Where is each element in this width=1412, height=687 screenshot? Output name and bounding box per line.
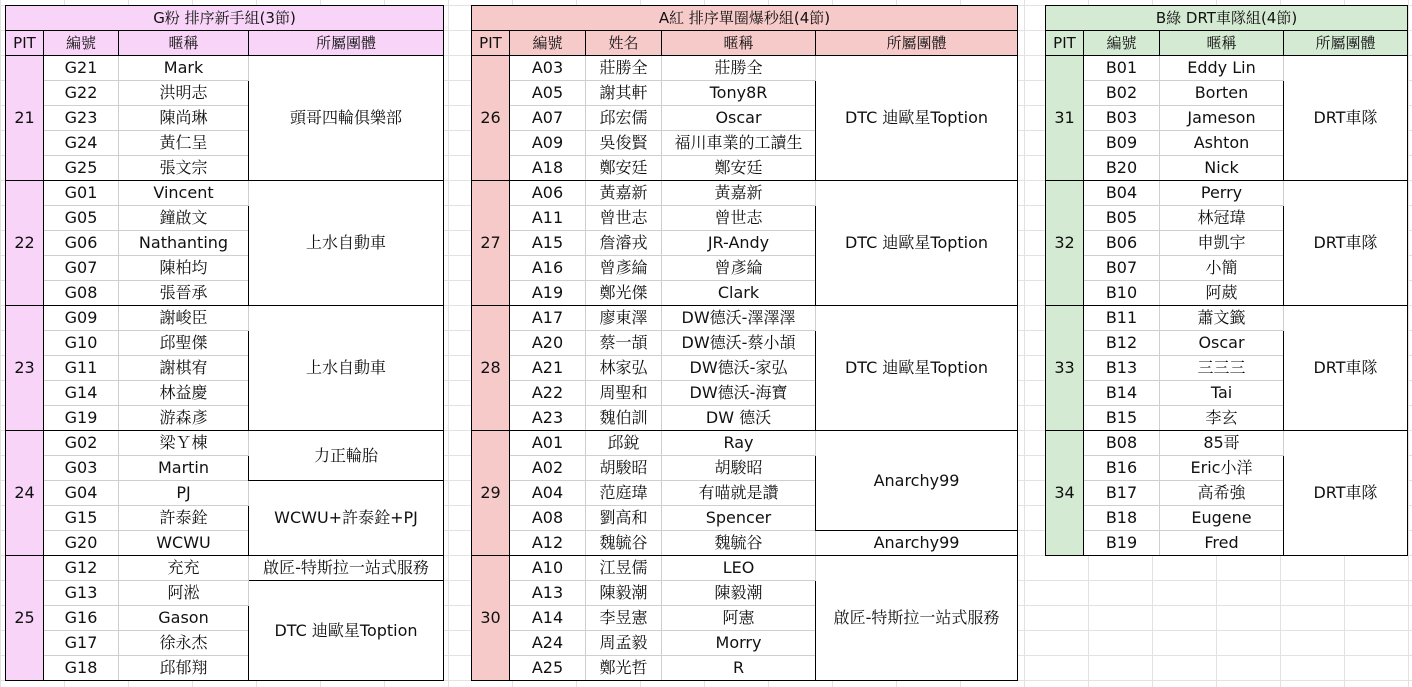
data-cell[interactable]: 鄭光哲	[586, 656, 662, 681]
table-row	[6, 431, 444, 456]
pit-cell[interactable]: 23	[6, 306, 44, 431]
data-cell[interactable]: Morry	[662, 631, 816, 656]
team-cell[interactable]: DRT車隊	[1284, 181, 1408, 306]
data-cell[interactable]: 申凱宇	[1160, 231, 1284, 256]
title-row	[1046, 6, 1408, 31]
data-cell[interactable]: DW德沃-蔡小頡	[662, 331, 816, 356]
team-cell[interactable]: WCWU+許泰銓+PJ	[249, 481, 444, 556]
table-row	[6, 181, 444, 206]
data-cell[interactable]: A03	[510, 56, 586, 81]
team-cell[interactable]: 頭哥四輪俱樂部	[249, 56, 444, 181]
data-cell[interactable]: 曾世志	[662, 206, 816, 231]
data-cell[interactable]: 張晉承	[119, 281, 249, 306]
table-row	[472, 56, 1018, 81]
table-row	[1046, 306, 1408, 331]
data-cell[interactable]: B05	[1084, 206, 1160, 231]
column-header-cell[interactable]: PIT	[472, 31, 510, 56]
data-cell[interactable]: 陳尚琳	[119, 106, 249, 131]
data-cell[interactable]: 有喵就是讚	[662, 481, 816, 506]
data-cell[interactable]: G17	[44, 631, 119, 656]
data-cell[interactable]: 胡駿昭	[662, 456, 816, 481]
data-cell[interactable]: R	[662, 656, 816, 681]
pit-cell[interactable]: 26	[472, 56, 510, 181]
team-cell[interactable]: 上水自動車	[249, 181, 444, 306]
data-cell[interactable]: 游森彥	[119, 406, 249, 431]
data-cell[interactable]: 范庭瑋	[586, 481, 662, 506]
data-cell[interactable]: B09	[1084, 131, 1160, 156]
data-cell[interactable]: 胡駿昭	[586, 456, 662, 481]
data-cell[interactable]: A11	[510, 206, 586, 231]
data-cell[interactable]: Martin	[119, 456, 249, 481]
data-cell[interactable]: B03	[1084, 106, 1160, 131]
team-cell[interactable]: DTC 迪歐星Toption	[249, 581, 444, 681]
team-cell[interactable]: DTC 迪歐星Toption	[816, 56, 1018, 181]
header-row	[6, 31, 444, 56]
data-cell[interactable]: Borten	[1160, 81, 1284, 106]
team-cell[interactable]: DRT車隊	[1284, 306, 1408, 431]
data-cell[interactable]: G03	[44, 456, 119, 481]
table-row	[472, 306, 1018, 331]
data-cell[interactable]: 吳俊賢	[586, 131, 662, 156]
data-cell[interactable]: WCWU	[119, 531, 249, 556]
data-cell[interactable]: 李昱憲	[586, 606, 662, 631]
data-cell[interactable]: PJ	[119, 481, 249, 506]
data-cell[interactable]: 蔡一頡	[586, 331, 662, 356]
data-cell[interactable]: 陳毅潮	[662, 581, 816, 606]
data-cell[interactable]: A17	[510, 306, 586, 331]
data-cell[interactable]: 張文宗	[119, 156, 249, 181]
team-cell[interactable]: 上水自動車	[249, 306, 444, 431]
data-cell[interactable]: Tony8R	[662, 81, 816, 106]
data-cell[interactable]: 三三三	[1160, 356, 1284, 381]
table-row	[472, 181, 1018, 206]
pit-cell[interactable]: 31	[1046, 56, 1084, 181]
data-cell[interactable]: B08	[1084, 431, 1160, 456]
data-cell[interactable]: 曾彥綸	[586, 256, 662, 281]
data-cell[interactable]: Nick	[1160, 156, 1284, 181]
column-header-cell[interactable]: 所屬團體	[249, 31, 444, 56]
data-cell[interactable]: 邱聖傑	[119, 331, 249, 356]
data-cell[interactable]: B16	[1084, 456, 1160, 481]
header-row	[1046, 31, 1408, 56]
data-cell[interactable]: B13	[1084, 356, 1160, 381]
data-cell[interactable]: A12	[510, 531, 586, 556]
table-row	[6, 56, 444, 81]
data-cell[interactable]: 曾彥綸	[662, 256, 816, 281]
data-cell[interactable]: A04	[510, 481, 586, 506]
data-cell[interactable]: A08	[510, 506, 586, 531]
data-cell[interactable]: B11	[1084, 306, 1160, 331]
data-cell[interactable]: Ashton	[1160, 131, 1284, 156]
data-cell[interactable]: 陳毅潮	[586, 581, 662, 606]
team-cell[interactable]: 啟匠-特斯拉一站式服務	[816, 556, 1018, 681]
column-header-cell[interactable]: 編號	[510, 31, 586, 56]
pit-cell[interactable]: 33	[1046, 306, 1084, 431]
data-cell[interactable]: 洪明志	[119, 81, 249, 106]
data-cell[interactable]: DW德沃-澤澤澤	[662, 306, 816, 331]
data-cell[interactable]: Eric小洋	[1160, 456, 1284, 481]
data-cell[interactable]: 李玄	[1160, 406, 1284, 431]
table-row	[6, 481, 444, 506]
data-cell[interactable]: 邱郁翔	[119, 656, 249, 681]
data-cell[interactable]: 陳柏均	[119, 256, 249, 281]
data-cell[interactable]: 廖東澤	[586, 306, 662, 331]
data-cell[interactable]: B18	[1084, 506, 1160, 531]
data-cell[interactable]: G21	[44, 56, 119, 81]
data-cell[interactable]: A19	[510, 281, 586, 306]
pit-cell[interactable]: 30	[472, 556, 510, 681]
team-cell[interactable]: Anarchy99	[816, 431, 1018, 531]
data-cell[interactable]: A18	[510, 156, 586, 181]
data-cell[interactable]: Spencer	[662, 506, 816, 531]
data-cell[interactable]: 阿淞	[119, 581, 249, 606]
data-cell[interactable]: G10	[44, 331, 119, 356]
pit-cell[interactable]: 24	[6, 431, 44, 556]
data-cell[interactable]: G20	[44, 531, 119, 556]
table-row	[472, 531, 1018, 556]
data-cell[interactable]: B19	[1084, 531, 1160, 556]
data-cell[interactable]: 梁Ｙ棟	[119, 431, 249, 456]
data-cell[interactable]: 曾世志	[586, 206, 662, 231]
data-cell[interactable]: G05	[44, 206, 119, 231]
data-cell[interactable]: Oscar	[1160, 331, 1284, 356]
data-cell[interactable]: 江昱儒	[586, 556, 662, 581]
pit-cell[interactable]: 34	[1046, 431, 1084, 556]
data-cell[interactable]: A09	[510, 131, 586, 156]
table-row	[472, 431, 1018, 456]
data-cell[interactable]: A23	[510, 406, 586, 431]
column-header-cell[interactable]: 所屬團體	[816, 31, 1018, 56]
data-cell[interactable]: G04	[44, 481, 119, 506]
data-cell[interactable]: G23	[44, 106, 119, 131]
data-cell[interactable]: G16	[44, 606, 119, 631]
data-cell[interactable]: B02	[1084, 81, 1160, 106]
title-row	[472, 6, 1018, 31]
data-cell[interactable]: 周聖和	[586, 381, 662, 406]
pit-cell[interactable]: 32	[1046, 181, 1084, 306]
pit-cell[interactable]: 21	[6, 56, 44, 181]
table-b-drt	[1045, 5, 1408, 556]
data-cell[interactable]: 林益慶	[119, 381, 249, 406]
data-cell[interactable]: 周孟毅	[586, 631, 662, 656]
table-row	[472, 556, 1018, 581]
pit-cell[interactable]: 22	[6, 181, 44, 306]
data-cell[interactable]: JR-Andy	[662, 231, 816, 256]
column-header-cell[interactable]: 姓名	[586, 31, 662, 56]
data-cell[interactable]: 阿葳	[1160, 281, 1284, 306]
data-cell[interactable]: G09	[44, 306, 119, 331]
data-cell[interactable]: 鄭安廷	[662, 156, 816, 181]
data-cell[interactable]: Mark	[119, 56, 249, 81]
data-cell[interactable]: Nathanting	[119, 231, 249, 256]
data-cell[interactable]: 85哥	[1160, 431, 1284, 456]
data-cell[interactable]: G07	[44, 256, 119, 281]
data-cell[interactable]: 充充	[119, 556, 249, 581]
data-cell[interactable]: A13	[510, 581, 586, 606]
data-cell[interactable]: 謝棋宥	[119, 356, 249, 381]
column-header-cell[interactable]: 暱稱	[662, 31, 816, 56]
pit-cell[interactable]: 27	[472, 181, 510, 306]
data-cell[interactable]: Ray	[662, 431, 816, 456]
data-cell[interactable]: B06	[1084, 231, 1160, 256]
data-cell[interactable]: A06	[510, 181, 586, 206]
data-cell[interactable]: 邱宏儒	[586, 106, 662, 131]
team-cell[interactable]: DRT車隊	[1284, 56, 1408, 181]
table-row	[6, 556, 444, 581]
data-cell[interactable]: A15	[510, 231, 586, 256]
table-title-cell[interactable]: A紅 排序單圈爆秒組(4節)	[472, 6, 1018, 31]
data-cell[interactable]: Tai	[1160, 381, 1284, 406]
header-row	[472, 31, 1018, 56]
data-cell[interactable]: 劉高和	[586, 506, 662, 531]
data-cell[interactable]: G22	[44, 81, 119, 106]
team-cell[interactable]: Anarchy99	[816, 531, 1018, 556]
data-cell[interactable]: 黃嘉新	[586, 181, 662, 206]
data-cell[interactable]: 謝其軒	[586, 81, 662, 106]
data-cell[interactable]: A24	[510, 631, 586, 656]
table-row	[6, 581, 444, 606]
data-cell[interactable]: Clark	[662, 281, 816, 306]
data-cell[interactable]: DW德沃-家弘	[662, 356, 816, 381]
column-header-cell[interactable]: 暱稱	[119, 31, 249, 56]
data-cell[interactable]: 黃嘉新	[662, 181, 816, 206]
data-cell[interactable]: 魏伯訓	[586, 406, 662, 431]
data-cell[interactable]: DW 德沃	[662, 406, 816, 431]
data-cell[interactable]: A10	[510, 556, 586, 581]
team-cell[interactable]: DRT車隊	[1284, 431, 1408, 556]
data-cell[interactable]: 福川車業的工讀生	[662, 131, 816, 156]
data-cell[interactable]: A21	[510, 356, 586, 381]
data-cell[interactable]: 徐永杰	[119, 631, 249, 656]
table-body	[6, 6, 444, 681]
table-title-cell[interactable]: G粉 排序新手組(3節)	[6, 6, 444, 31]
team-cell[interactable]: 啟匠-特斯拉一站式服務	[249, 556, 444, 581]
data-cell[interactable]: A16	[510, 256, 586, 281]
data-cell[interactable]: G02	[44, 431, 119, 456]
data-cell[interactable]: 魏毓谷	[586, 531, 662, 556]
data-cell[interactable]: B10	[1084, 281, 1160, 306]
pit-cell[interactable]: 25	[6, 556, 44, 681]
column-header-cell[interactable]: 編號	[1084, 31, 1160, 56]
data-cell[interactable]: A14	[510, 606, 586, 631]
data-cell[interactable]: 莊勝全	[586, 56, 662, 81]
data-cell[interactable]: 林冠瑋	[1160, 206, 1284, 231]
column-header-cell[interactable]: PIT	[1046, 31, 1084, 56]
data-cell[interactable]: Vincent	[119, 181, 249, 206]
data-cell[interactable]: 鄭安廷	[586, 156, 662, 181]
data-cell[interactable]: 蕭文籤	[1160, 306, 1284, 331]
data-cell[interactable]: 小簡	[1160, 256, 1284, 281]
data-cell[interactable]: Eugene	[1160, 506, 1284, 531]
data-cell[interactable]: 謝峻臣	[119, 306, 249, 331]
data-cell[interactable]: Perry	[1160, 181, 1284, 206]
data-cell[interactable]: 鄭光傑	[586, 281, 662, 306]
data-cell[interactable]: G24	[44, 131, 119, 156]
data-cell[interactable]: A20	[510, 331, 586, 356]
data-cell[interactable]: B04	[1084, 181, 1160, 206]
data-cell[interactable]: 魏毓谷	[662, 531, 816, 556]
data-cell[interactable]: 莊勝全	[662, 56, 816, 81]
team-cell[interactable]: 力正輪胎	[249, 431, 444, 481]
data-cell[interactable]: Jameson	[1160, 106, 1284, 131]
data-cell[interactable]: 林家弘	[586, 356, 662, 381]
table-body	[472, 6, 1018, 681]
data-cell[interactable]: A01	[510, 431, 586, 456]
data-cell[interactable]: 許泰銓	[119, 506, 249, 531]
data-cell[interactable]: B20	[1084, 156, 1160, 181]
column-header-cell[interactable]: 所屬團體	[1284, 31, 1408, 56]
data-cell[interactable]: B01	[1084, 56, 1160, 81]
data-cell[interactable]: G14	[44, 381, 119, 406]
table-row	[6, 306, 444, 331]
data-cell[interactable]: LEO	[662, 556, 816, 581]
pit-cell[interactable]: 29	[472, 431, 510, 556]
column-header-cell[interactable]: 暱稱	[1160, 31, 1284, 56]
data-cell[interactable]: 詹濬戎	[586, 231, 662, 256]
data-cell[interactable]: B07	[1084, 256, 1160, 281]
data-cell[interactable]: Gason	[119, 606, 249, 631]
data-cell[interactable]: G12	[44, 556, 119, 581]
table-body	[1046, 6, 1408, 556]
data-cell[interactable]: DW德沃-海寶	[662, 381, 816, 406]
title-row	[6, 6, 444, 31]
data-cell[interactable]: B15	[1084, 406, 1160, 431]
data-cell[interactable]: G19	[44, 406, 119, 431]
data-cell[interactable]: Fred	[1160, 531, 1284, 556]
table-row	[1046, 56, 1408, 81]
data-cell[interactable]: A22	[510, 381, 586, 406]
data-cell[interactable]: 鐘啟文	[119, 206, 249, 231]
data-cell[interactable]: G18	[44, 656, 119, 681]
data-cell[interactable]: Eddy Lin	[1160, 56, 1284, 81]
data-cell[interactable]: G08	[44, 281, 119, 306]
data-cell[interactable]: 邱銳	[586, 431, 662, 456]
data-cell[interactable]: Oscar	[662, 106, 816, 131]
table-title-cell[interactable]: B綠 DRT車隊組(4節)	[1046, 6, 1408, 31]
team-cell[interactable]: DTC 迪歐星Toption	[816, 181, 1018, 306]
data-cell[interactable]: G11	[44, 356, 119, 381]
data-cell[interactable]: B17	[1084, 481, 1160, 506]
column-header-cell[interactable]: 編號	[44, 31, 119, 56]
pit-cell[interactable]: 28	[472, 306, 510, 431]
data-cell[interactable]: A05	[510, 81, 586, 106]
column-header-cell[interactable]: PIT	[6, 31, 44, 56]
table-g-rookie	[5, 5, 444, 681]
data-cell[interactable]: B12	[1084, 331, 1160, 356]
data-cell[interactable]: 高希強	[1160, 481, 1284, 506]
data-cell[interactable]: B14	[1084, 381, 1160, 406]
data-cell[interactable]: A25	[510, 656, 586, 681]
team-cell[interactable]: DTC 迪歐星Toption	[816, 306, 1018, 431]
table-a-lap	[471, 5, 1018, 681]
data-cell[interactable]: G15	[44, 506, 119, 531]
table-row	[1046, 181, 1408, 206]
data-cell[interactable]: G01	[44, 181, 119, 206]
data-cell[interactable]: G13	[44, 581, 119, 606]
data-cell[interactable]: G06	[44, 231, 119, 256]
table-row	[1046, 431, 1408, 456]
data-cell[interactable]: A07	[510, 106, 586, 131]
data-cell[interactable]: G25	[44, 156, 119, 181]
data-cell[interactable]: 黃仁呈	[119, 131, 249, 156]
data-cell[interactable]: A02	[510, 456, 586, 481]
data-cell[interactable]: 阿憲	[662, 606, 816, 631]
